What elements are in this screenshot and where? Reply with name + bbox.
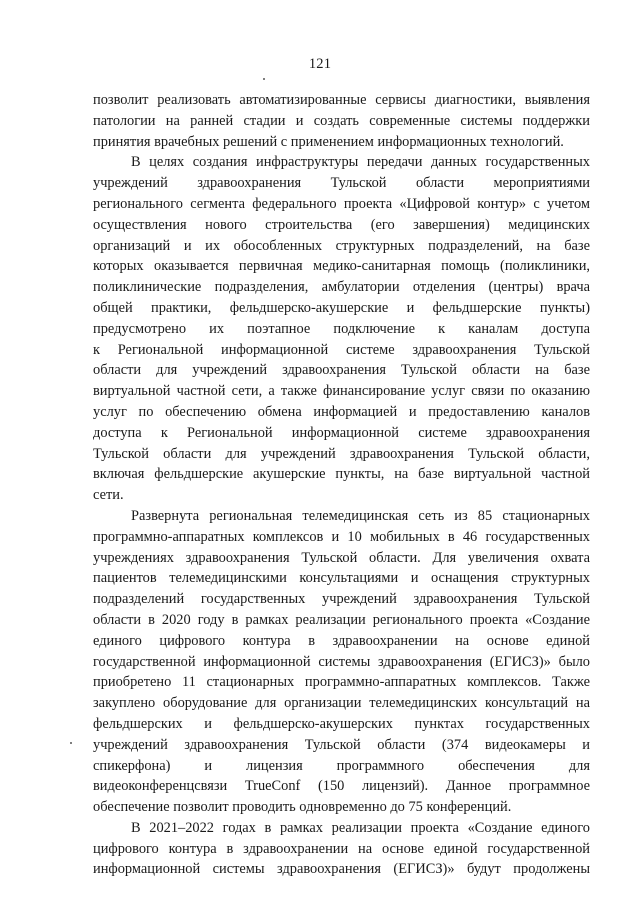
text-line: спикерфона) и лицензия программного обеспечения для xyxy=(93,757,590,774)
text-line: программно-аппаратных комплексов и 10 мобильных в 46 государственных xyxy=(93,528,590,545)
paragraph xyxy=(93,506,590,818)
text-line: позволит реализовать автоматизированные сервисы диагностики, выявления xyxy=(93,92,590,108)
text-line: пациентов телемедицинскими консультациями и оснащения структурных xyxy=(93,570,590,587)
text-line: включая фельдшерские акушерские пункты, на базе виртуальной частной xyxy=(93,466,590,483)
text-line: В целях создания инфраструктуры передачи данных государственных xyxy=(131,154,590,171)
text-line: учреждений здравоохранения Тульской области мероприятиями xyxy=(93,175,590,192)
page-number: 121 xyxy=(308,56,332,72)
text-line: фельдшерских и фельдшерско-акушерских пунктах государственных xyxy=(93,715,590,732)
paragraph xyxy=(93,152,590,506)
text-line: учреждениях здравоохранения Тульской области. Для увеличения охвата xyxy=(93,549,590,566)
text-line: доступа к Региональной информационной системе здравоохранения xyxy=(93,424,590,441)
text-line: общей практики, фельдшерско-акушерские и фельдшерские пункты) xyxy=(93,299,590,316)
text-line: патологии на ранней стадии и создать современные системы поддержки xyxy=(93,112,590,129)
text-line: информационной системы здравоохранения (ЕГИСЗ)» будут продолжены xyxy=(93,861,590,878)
text-line: виртуальной частной сети, а также финансирование услуг связи по оказанию xyxy=(93,383,590,400)
text-line: закуплено оборудование для организации телемедицинских консультаций на xyxy=(93,695,590,712)
text-line: цифрового контура в здравоохранении на основе единой государственной xyxy=(93,840,590,857)
text-line: подразделений государственных учреждений здравоохранения Тульской xyxy=(93,591,590,608)
text-line: предусмотрено их поэтапное подключение к каналам доступа xyxy=(93,320,590,337)
text-line: к Региональной информационной системе здравоохранения Тульской xyxy=(93,341,590,358)
scan-speck xyxy=(263,78,265,80)
text-line: В 2021–2022 годах в рамках реализации проекта «Создание единого xyxy=(131,819,590,836)
paragraph xyxy=(93,818,590,880)
text-line: области для учреждений здравоохранения Тульской области на базе xyxy=(93,362,590,379)
text-line: услуг по обеспечению обмена информацией и предоставлению каналов xyxy=(93,403,590,420)
text-line: Тульской области для учреждений здравоохранения Тульской области, xyxy=(93,445,590,462)
text-line: организаций и их обособленных структурных подразделений, на базе xyxy=(93,237,590,254)
text-line: обеспечение позволит проводить одновременно до 75 конференций. xyxy=(93,799,512,816)
text-line: Развернута региональная телемедицинская сеть из 85 стационарных xyxy=(131,507,590,524)
text-line: приобретено 11 стационарных программно-аппаратных комплексов. Также xyxy=(93,674,590,691)
text-line: единого цифрового контура в здравоохранении на основе единой xyxy=(93,632,590,649)
text-line: государственной информационной системы здравоохранения (ЕГИСЗ)» было xyxy=(93,653,590,670)
text-line: сети. xyxy=(93,487,124,504)
text-line: регионального сегмента федерального проекта «Цифровой контур» с учетом xyxy=(93,195,590,212)
text-line: принятия врачебных решений с применением информационных технологий. xyxy=(93,133,564,150)
text-line: видеоконференцсвязи TrueConf (150 лицензий). Данное программное xyxy=(93,778,590,795)
text-line: области в 2020 году в рамках реализации регионального проекта «Создание xyxy=(93,611,590,628)
body-text xyxy=(93,90,590,880)
paragraph xyxy=(93,90,590,152)
text-line: учреждений здравоохранения Тульской области (374 видеокамеры и xyxy=(93,736,590,753)
text-line: которых оказывается первичная медико-санитарная помощь (поликлиники, xyxy=(93,258,590,275)
scan-speck xyxy=(70,742,72,744)
text-line: поликлинические подразделения, амбулатории отделения (центры) врача xyxy=(93,279,590,296)
text-line: осуществления нового строительства (его завершения) медицинских xyxy=(93,216,590,233)
